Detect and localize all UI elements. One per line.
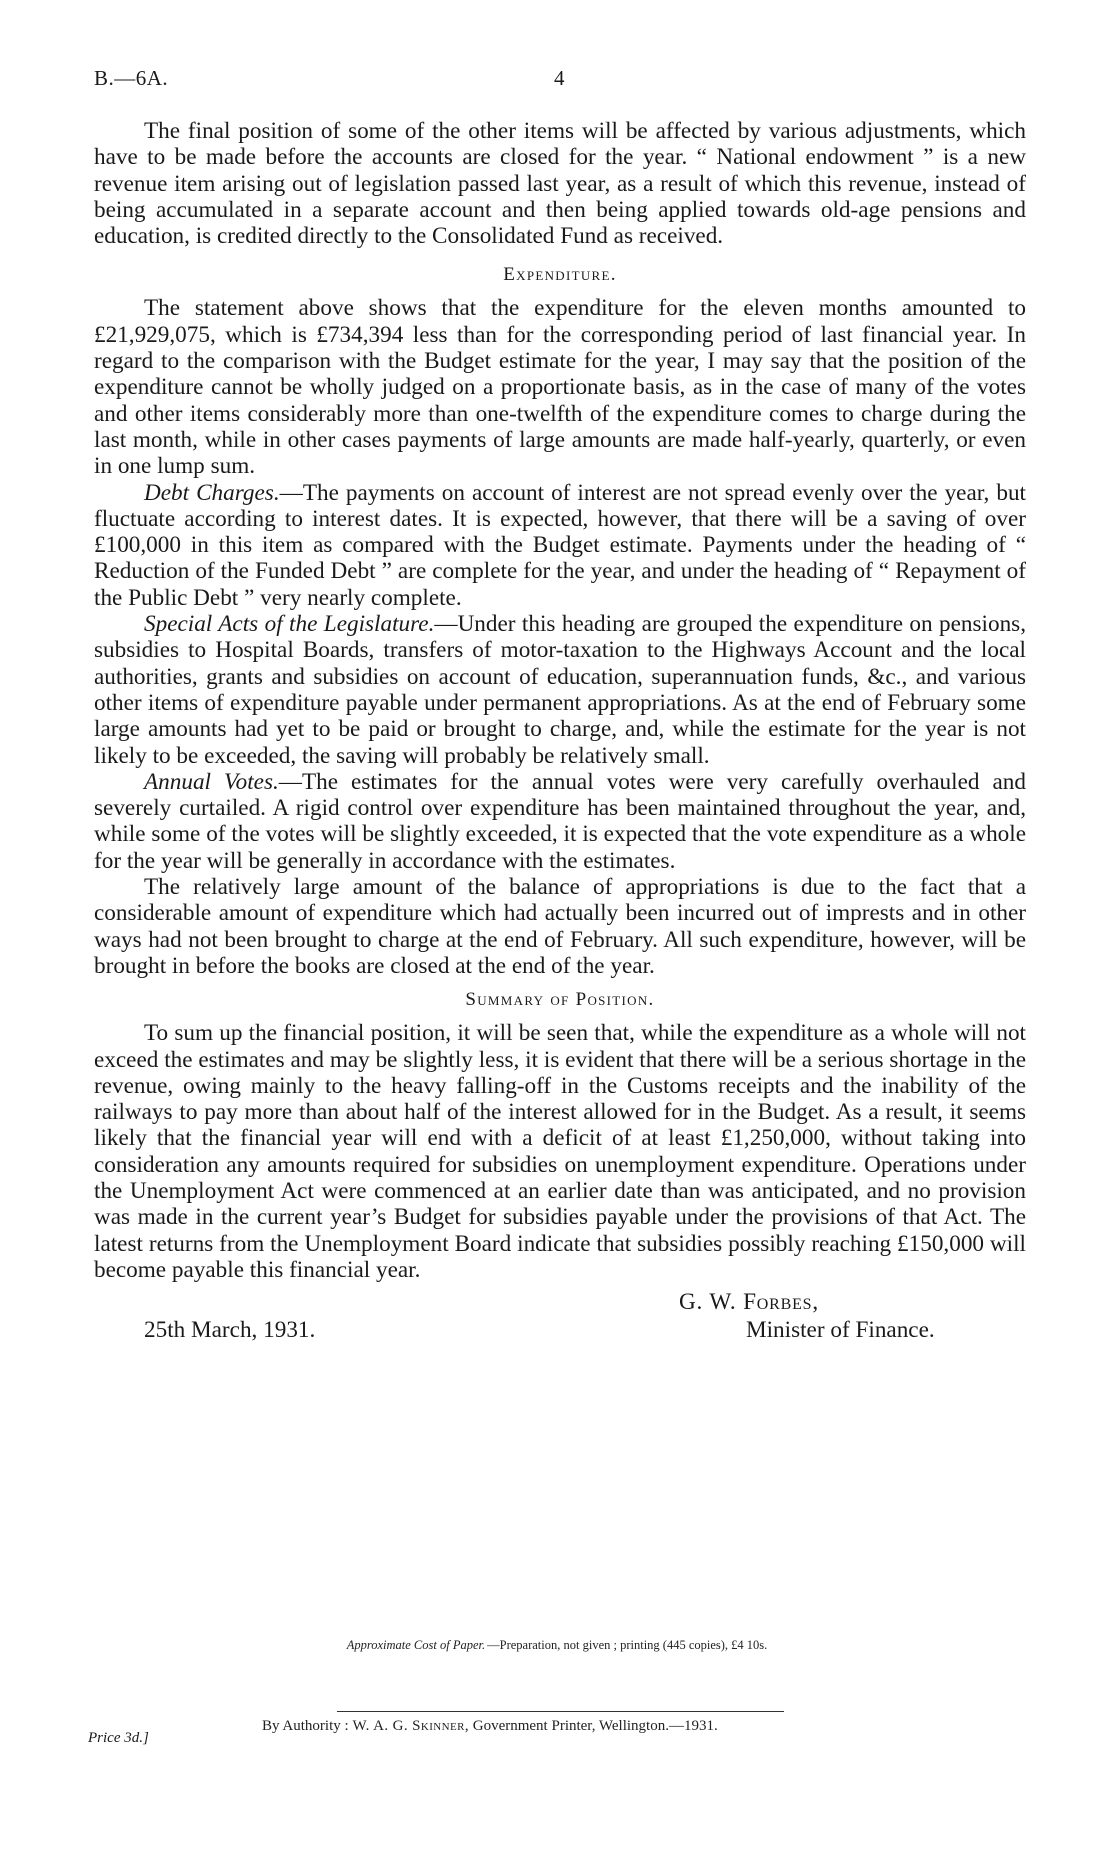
signatory-name: G. W. Forbes, — [679, 1289, 819, 1316]
expenditure-heading: Expenditure. — [503, 264, 617, 286]
signature-block — [94, 1289, 1026, 1351]
document-body — [94, 118, 1026, 1351]
appropriations-paragraph: The relatively large amount of the balance of appropriations is due to the fact that a considerable amount of expenditure which had actually been incurred out of imprests and in other ways had not been brought to charge at the end of February. All such expenditure, however, will be brought in before the books are closed at the end of the year. — [94, 874, 1026, 979]
page-header — [94, 66, 1020, 96]
cost-of-paper-note — [0, 1638, 1114, 1653]
annual-votes-lead: Annual Votes. — [144, 768, 279, 795]
annual-votes-text: —The estimates for the annual votes were very carefully overhauled and severely curtailed. A rigid control over expenditure has been maintained throughout the year, and, while some of the votes will be slightly exceeded, it is expected that the vote expenditure as a whole for the year will be generally in accordance with the estimates. — [94, 768, 1026, 874]
summary-paragraph: To sum up the financial position, it will be seen that, while the expenditure as a whole will not exceed the estimates and may be slightly less, it is evident that there will be a serious shortage in the revenue, owing mainly to the heavy falling-off in the Customs receipts and the inability of the railways to pay more than about half of the interest allowed for in the Budget. As a result, it seems likely that the financial year will end with a deficit of at least £1,250,000, without taking into consideration any amounts required for subsidies on unemployment expenditure. Operations under the Unemployment Act were commenced at an earlier date than was anticipated, and no provision was made in the current year’s Budget for subsidies payable under the provisions of that Act. The latest returns from the Unemployment Board indicate that subsidies possibly reaching £150,000 will become payable this financial year. — [94, 1020, 1026, 1283]
authority-prefix: By Authority : — [262, 1718, 349, 1734]
intro-paragraph: The final position of some of the other items will be affected by various adjustments, which have to be made before the accounts are closed for the year. “ National endowment ” is a new revenue item arising out of legislation passed last year, as a result of which this revenue, instead of being accumulated in a separate account and then being applied towards old-age pensions and education, is credited directly to the Consolidated Fund as received. — [94, 118, 1026, 250]
document-reference: B.—6A. — [94, 66, 169, 90]
price-note: Price 3d.] — [88, 1730, 149, 1746]
cost-label: Approximate Cost of Paper. — [346, 1638, 486, 1652]
annual-votes-paragraph — [94, 769, 1026, 874]
special-acts-lead: Special Acts of the Legislature. — [144, 611, 435, 638]
footer-divider — [337, 1711, 784, 1712]
page-number: 4 — [554, 66, 565, 90]
cost-text: —Preparation, not given ; printing (445 copies), £4 10s. — [487, 1638, 768, 1652]
signature-date: 25th March, 1931. — [144, 1317, 316, 1344]
debt-charges-lead: Debt Charges. — [144, 479, 280, 506]
special-acts-paragraph — [94, 611, 1026, 769]
debt-charges-paragraph — [94, 480, 1026, 611]
expenditure-paragraph: The statement above shows that the expenditure for the eleven months amounted to £21,929,075, which is £734,394 less than for the corresponding period of last financial year. In regard to the comparison with the Budget estimate for the year, I may say that the position of the expenditure cannot be wholly judged on a proportionate basis, as in the case of many of the votes and other items considerably more than one-twelfth of the expenditure comes to charge during the last month, while in other cases payments of large amounts are made half-yearly, quarterly, or even in one lump sum. — [94, 295, 1026, 480]
special-acts-text: —Under this heading are grouped the expenditure on pensions, subsidies to Hospital Boards, transfers of motor-taxation to the Highways Account and the local authorities, grants and subsidies on account of education, superannuation funds, &c., and various other items of expenditure payable under permanent appropriations. As at the end of February some large amounts had yet to be paid or brought to charge, and, while the estimate for the year is not likely to be exceeded, the saving will probably be relatively small. — [94, 611, 1026, 769]
authority-suffix: Government Printer, Wellington.—1931. — [472, 1718, 718, 1734]
summary-heading: Summary of Position. — [465, 989, 655, 1011]
printer-name: W. A. G. Skinner, — [352, 1718, 469, 1734]
printer-authority — [262, 1718, 718, 1735]
signatory-title: Minister of Finance. — [746, 1317, 935, 1344]
debt-charges-text: —The payments on account of interest are not spread evenly over the year, but fluctuate according to interest dates. It is expected, however, that there will be a saving of over £100,000 in this item as compared with the Budget estimate. Payments under the heading of “ Reduction of the Funded Debt ” are complete for the year, and under the heading of “ Repayment of the Public Debt ” very nearly complete. — [94, 479, 1026, 611]
